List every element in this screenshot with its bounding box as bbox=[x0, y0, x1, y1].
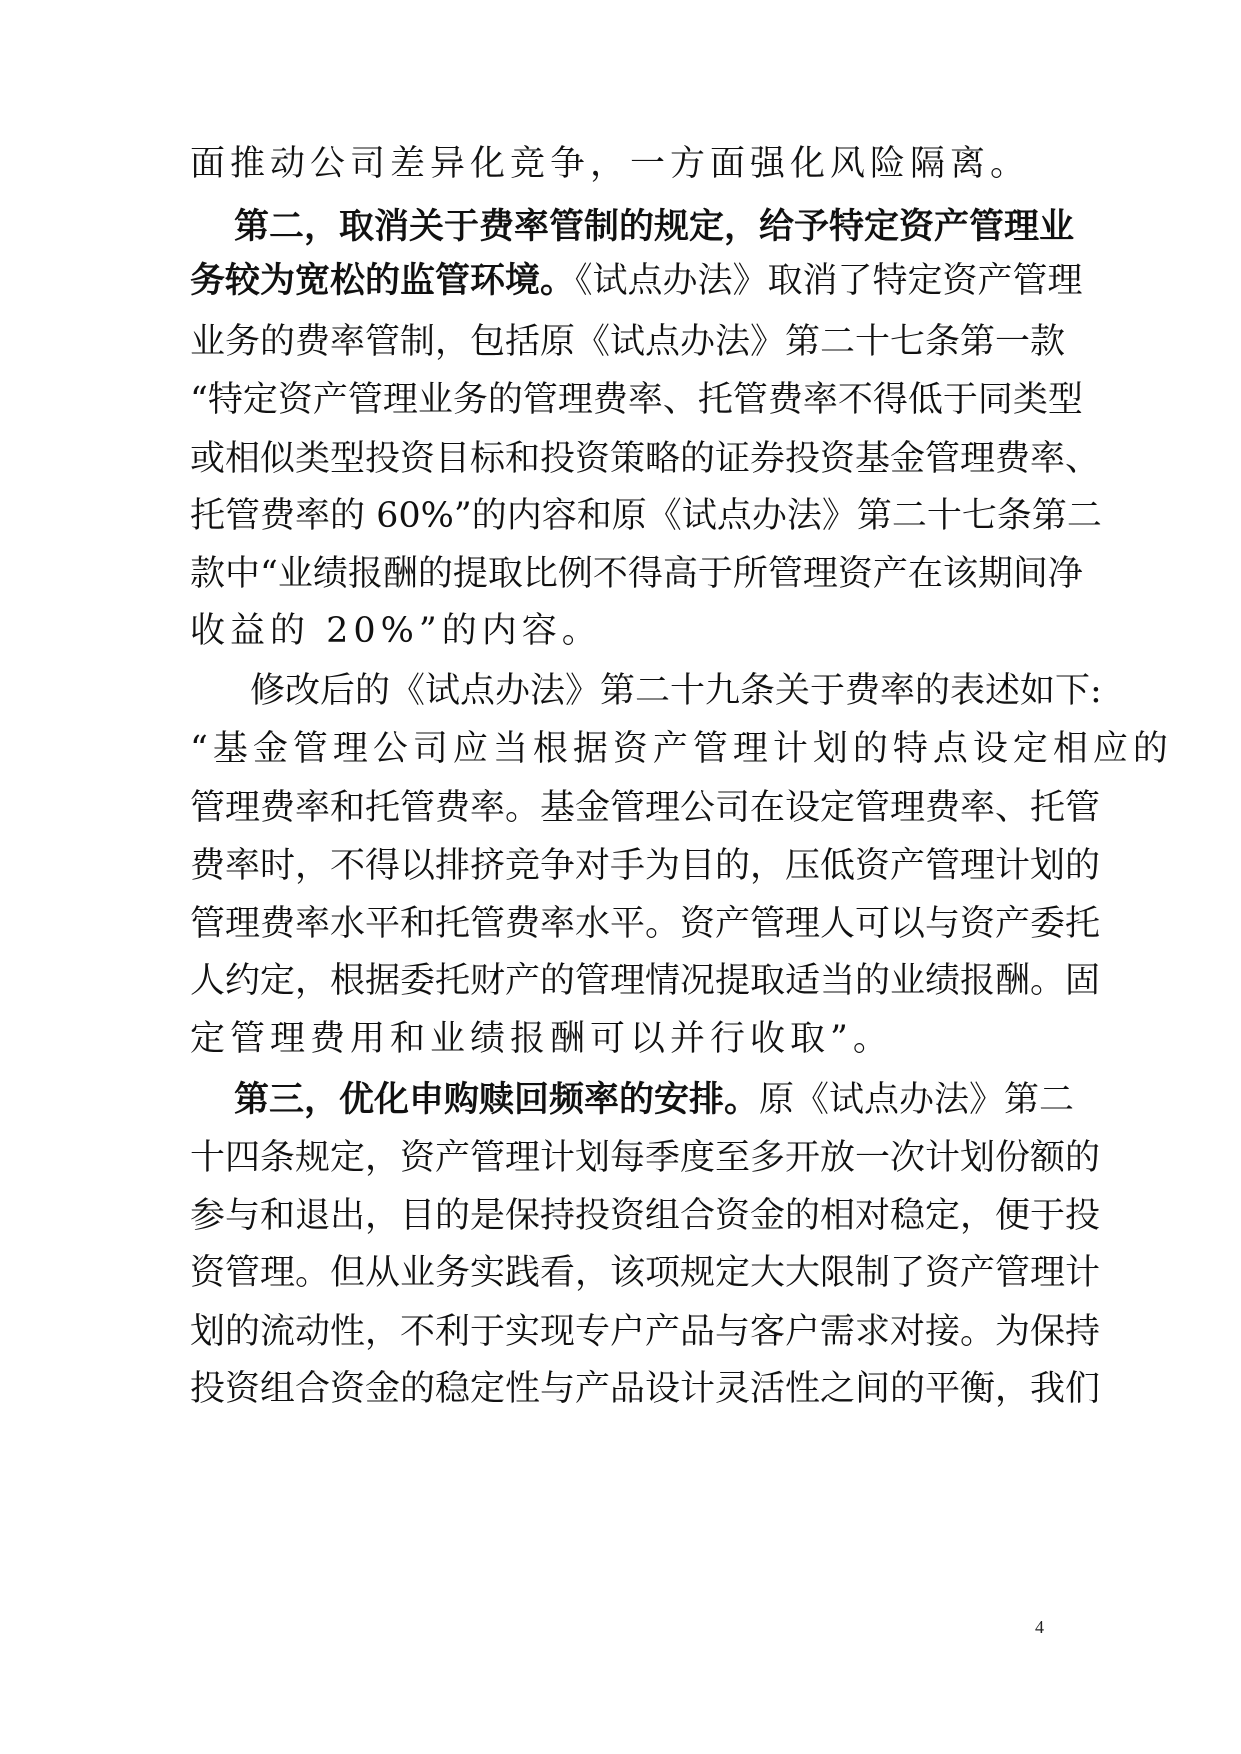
text-line: 托管费率的 60%”的内容和原《试点办法》第二十七条第二 bbox=[190, 496, 1102, 536]
text-line: 定管理费用和业绩报酬可以并行收取”。 bbox=[190, 1019, 893, 1059]
text-line: 收益的 20%”的内容。 bbox=[190, 611, 602, 651]
text-line: 划的流动性，不利于实现专户产品与客户需求对接。为保持 bbox=[190, 1312, 1101, 1352]
text-line: 管理费率水平和托管费率水平。资产管理人可以与资产委托 bbox=[190, 904, 1101, 944]
text-line: 或相似类型投资目标和投资策略的证券投资基金管理费率、 bbox=[190, 439, 1101, 479]
text-line: 务较为宽松的监管环境。《试点办法》取消了特定资产管理 bbox=[190, 260, 1083, 301]
text-line: “特定资产管理业务的管理费率、托管费率不得低于同类型 bbox=[190, 380, 1083, 420]
text-line: 投资组合资金的稳定性与产品设计灵活性之间的平衡，我们 bbox=[190, 1369, 1101, 1409]
text-line: 修改后的《试点办法》第二十九条关于费率的表述如下: bbox=[250, 671, 1102, 711]
text-line: 第三，优化申购赎回频率的安排。原《试点办法》第二 bbox=[234, 1079, 1075, 1120]
page-number: 4 bbox=[1035, 1617, 1044, 1637]
text-line: 业务的费率管制，包括原《试点办法》第二十七条第一款 bbox=[190, 322, 1066, 362]
text-line: 款中“业绩报酬的提取比例不得高于所管理资产在该期间净 bbox=[190, 554, 1083, 594]
text-line: 第二，取消关于费率管制的规定，给予特定资产管理业 bbox=[234, 206, 1075, 247]
text-line: 人约定，根据委托财产的管理情况提取适当的业绩报酬。固 bbox=[190, 961, 1101, 1001]
document-page bbox=[190, 0, 1173, 1754]
text-line: 参与和退出，目的是保持投资组合资金的相对稳定，便于投 bbox=[190, 1196, 1101, 1236]
text-line: 费率时，不得以排挤竞争对手为目的，压低资产管理计划的 bbox=[190, 846, 1101, 886]
text-line: “基金管理公司应当根据资产管理计划的特点设定相应的 bbox=[190, 729, 1173, 769]
text-line: 十四条规定，资产管理计划每季度至多开放一次计划份额的 bbox=[190, 1138, 1101, 1178]
text-line: 资管理。但从业务实践看，该项规定大大限制了资产管理计 bbox=[190, 1253, 1101, 1293]
text-line: 管理费率和托管费率。基金管理公司在设定管理费率、托管 bbox=[190, 788, 1101, 828]
text-line: 面推动公司差异化竞争，一方面强化风险隔离。 bbox=[190, 144, 1031, 184]
